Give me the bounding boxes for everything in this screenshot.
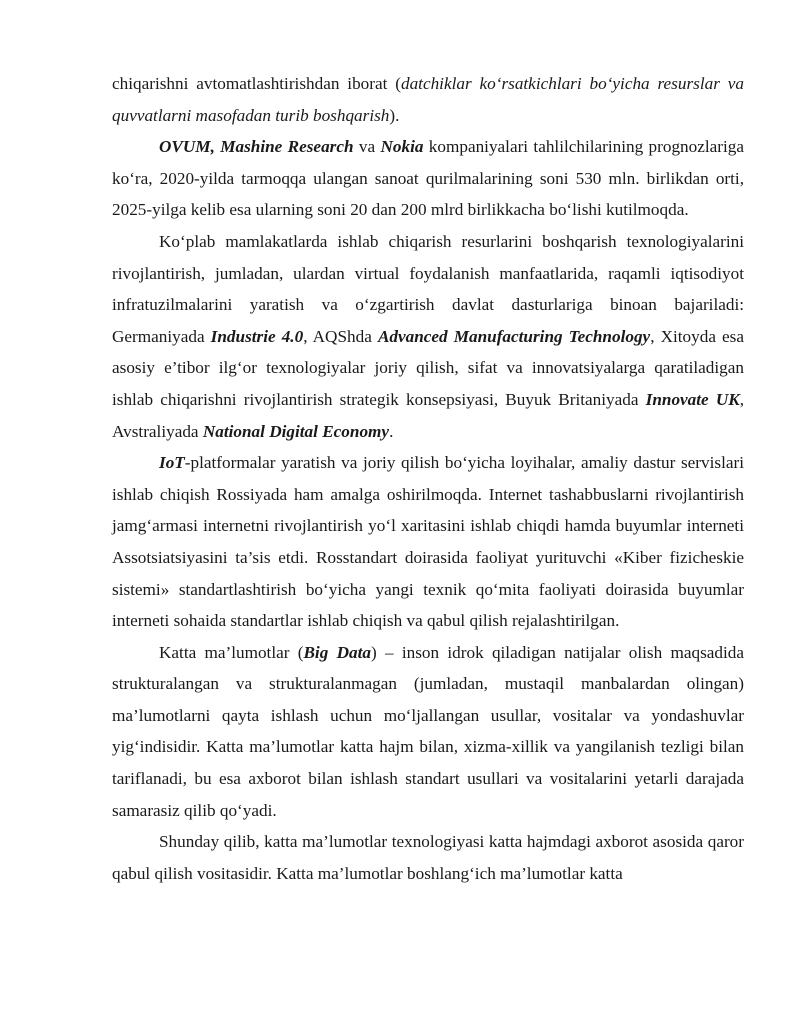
p5-text-1: Katta ma’lumotlar ( (159, 642, 304, 662)
p1-text-2: ). (389, 105, 400, 125)
p2-nokia: Nokia (380, 137, 424, 157)
p4-text-1: -platformalar yaratish va joriy qilish bo‘yicha loyihalar, amaliy dastur servislari ishlab chiqish Rossiyada ham amalga oshirilmoqda. Internet tashabbuslarni rivojlantirish jamg‘armasi internetni rivojlantirish yo‘l xaritasini ishlab chiqdi hamda buyumlar interneti Assotsiatsiyasini ta’sis etdi. Rosstandart doirasida faoliyat yurituvchi «Kiber fizicheskie sistemi» standartlashtirish bo‘yicha yangi texnik qo‘mita faoliyati doirasida buyumlar interneti sohaida standartlar ishlab chiqish va qabul qilish rejalashtirilgan. (112, 453, 744, 631)
p3-text-5: . (389, 421, 394, 441)
p3-innovate-uk: Innovate UK (645, 389, 740, 409)
document-page (112, 68, 744, 889)
paragraph-6 (112, 826, 744, 889)
p2-companies: OVUM, Mashine Research (159, 137, 354, 157)
p4-iot: IoT (159, 453, 185, 473)
p3-text-1: Ko‘plab mamlakatlarda ishlab chiqarish resurlarini boshqarish texnologiyalarini rivojlantirish, jumladan, ulardan virtual foydalanish manfaatlarida, raqamli iqtisodiyot infratuzilmalarini yaratish va o‘zgartirish davlat dasturlariga binoan bajariladi: Germaniyada (112, 231, 744, 346)
p3-text-2: , AQShda (303, 326, 378, 346)
p3-nde: National Digital Economy (202, 421, 390, 441)
paragraph-1 (112, 68, 744, 131)
p5-big-data: Big Data (303, 642, 371, 662)
p3-text-4: , Avstraliyada (112, 389, 744, 441)
p1-text-1: chiqarishni avtomatlashtirishdan iborat ( (112, 74, 401, 93)
p3-industrie: Industrie 4.0 (210, 326, 304, 346)
p3-text-3: , Xitoyda esa asosiy e’tibor ilg‘or texnologiyalar joriy qilish, sifat va innovatsiyalarga qaratiladigan ishlab chiqarishni rivojlantirish strategik konsepsiyasi, Buyuk Britaniyada (112, 326, 744, 409)
paragraph-4 (112, 447, 744, 637)
p6-text-1: Shunday qilib, katta ma’lumotlar texnologiyasi katta hajmdagi axborot asosida qaror qabul qilish vositasidir. Katta ma’lumotlar boshlang‘ich ma’lumotlar katta (112, 832, 744, 883)
paragraph-2 (112, 131, 744, 226)
paragraph-5 (112, 637, 744, 827)
p5-text-2: ) – inson idrok qiladigan natijalar olish maqsadida strukturalangan va strukturalanmagan (jumladan, mustaqil manbalardan olingan) ma’lumotlarni qayta ishlash uchun mo‘ljallangan usullar, vositalar va yondashuvlar yig‘indisidir. Katta ma’lumotlar katta hajm bilan, xizma-xillik va yangilanish tezligi bilan tariflanadi, bu esa axborot bilan ishlash standart usullari va vositalarini yetarli darajada samarasiz qilib qo‘yadi. (112, 642, 744, 820)
paragraph-3 (112, 226, 744, 447)
p2-text-2: kompaniyalari tahlilchilarining prognozlariga ko‘ra, 2020-yilda tarmoqqa ulangan sanoat qurilmalarining soni 530 mln. birlikdan orti, 2025-yilga kelib esa ularning soni 20 dan 200 mlrd birlikkacha bo‘lishi kutilmoqda. (112, 137, 745, 220)
p1-italic-remote-control: datchiklar ko‘rsatkichlari bo‘yicha resurslar va quvvatlarni masofadan turib boshqarish (112, 74, 744, 125)
p3-amt: Advanced Manufacturing Technology (377, 326, 651, 346)
p2-text-1: va (353, 137, 381, 157)
